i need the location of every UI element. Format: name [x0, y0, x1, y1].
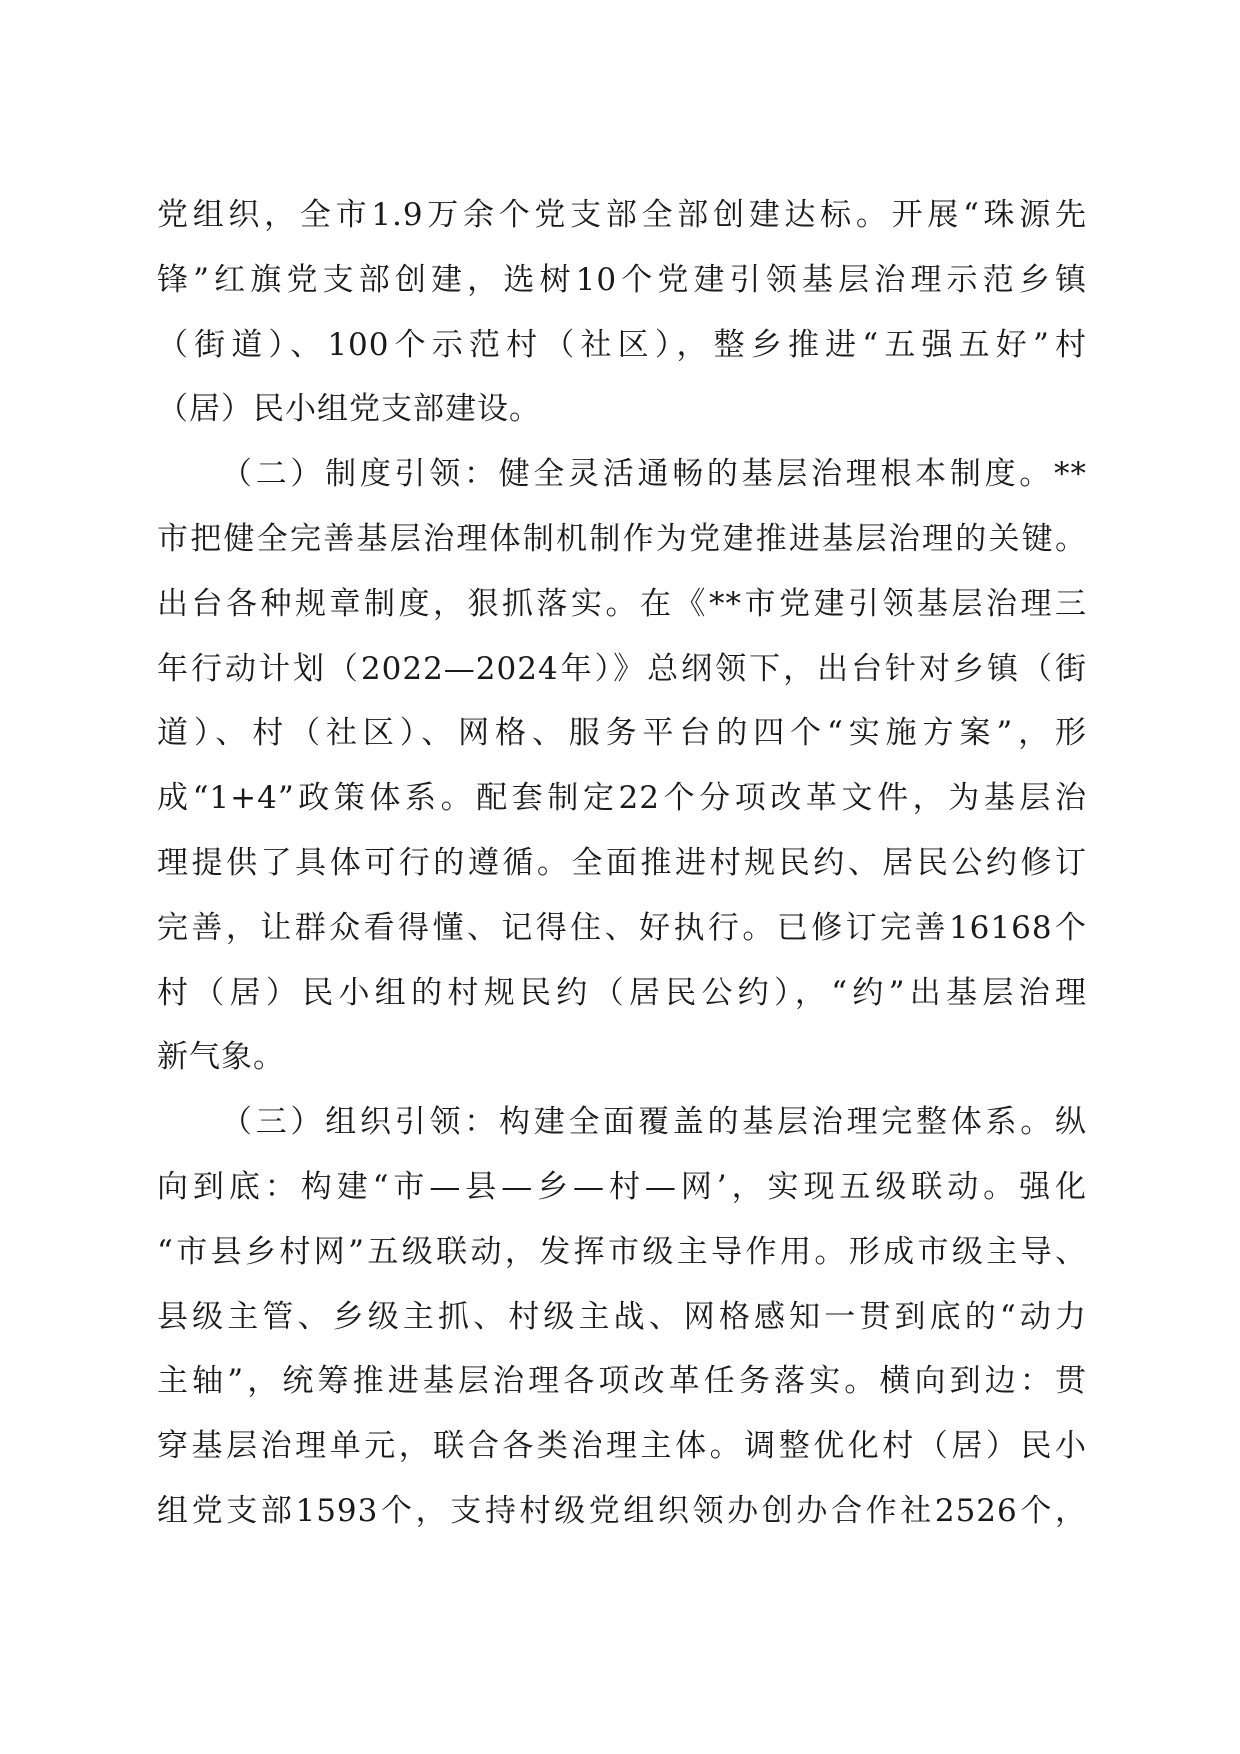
text-line: 出台各种规章制度，狠抓落实。在《**市党建引领基层治理三 — [157, 585, 1087, 622]
paragraph-3 — [157, 1090, 1087, 1544]
text-line: 村（居）民小组的村规民约（居民公约），“约”出基层治理 — [157, 974, 1087, 1011]
text-line: 党组织，全市1.9万余个党支部全部创建达标。开展“珠源先 — [157, 197, 1087, 233]
body-text — [157, 183, 1087, 1544]
text-line: 穿基层治理单元，联合各类治理主体。调整优化村（居）民小 — [157, 1428, 1087, 1465]
text-line: 理提供了具体可行的遵循。全面推进村规民约、居民公约修订 — [157, 844, 1087, 881]
text-line: 组党支部1593个，支持村级党组织领办创办合作社2526个， — [157, 1492, 1087, 1529]
text-line: 锋”红旗党支部创建，选树10个党建引领基层治理示范乡镇 — [157, 261, 1087, 298]
text-line: 向到底：构建“市—县—乡—村—网’，实现五级联动。强化 — [157, 1168, 1087, 1205]
section-heading-line: （三）组织引领：构建全面覆盖的基层治理完整体系。纵 — [221, 1104, 1087, 1141]
text-line: 完善，让群众看得懂、记得住、好执行。已修订完善16168个 — [157, 909, 1087, 946]
text-line: “市县乡村网”五级联动，发挥市级主导作用。形成市级主导、 — [157, 1233, 1087, 1270]
text-line: 主轴”，统筹推进基层治理各项改革任务落实。横向到边：贯 — [157, 1363, 1087, 1400]
text-line: 道）、村（社区）、网格、服务平台的四个“实施方案”，形 — [157, 715, 1087, 752]
section-heading-line: （二）制度引领：健全灵活通畅的基层治理根本制度。** — [221, 456, 1087, 493]
text-line: 县级主管、乡级主抓、村级主战、网格感知一贯到底的“动力 — [157, 1298, 1087, 1335]
paragraph-2 — [157, 442, 1087, 1090]
paragraph-1 — [157, 183, 1087, 442]
text-line: 成“1+4”政策体系。配套制定22个分项改革文件，为基层治 — [157, 780, 1087, 817]
text-line: （街道）、100个示范村（社区），整乡推进“五强五好”村 — [157, 326, 1087, 363]
text-line: 新气象。 — [157, 1039, 285, 1076]
text-line: 市把健全完善基层治理体制机制作为党建推进基层治理的关键。 — [157, 520, 1087, 557]
text-line: 年行动计划（2022—2024年）》总纲领下，出台针对乡镇（街 — [157, 650, 1087, 687]
text-line: （居）民小组党支部建设。 — [157, 391, 541, 428]
